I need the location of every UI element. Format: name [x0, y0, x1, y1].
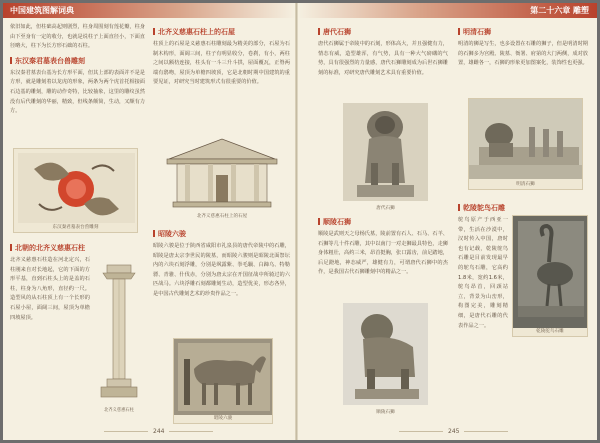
section-body-shunling: 顺陵是武则天之母杨氏墓，陵前置有石人、石马、石羊、石狮等几十件石雕，其中以南门一对走狮最具特色，走狮身体粗壮，高约三米，昂首挺胸，张口露齿，前足踏地，后足蹬地，神态威严，雄健有力，可谓唐代石狮中的杰作，是我国古代石狮雕刻中的精品之一。	[318, 231, 448, 276]
figure-caption: 北齐义慈惠石柱上的石屋	[196, 214, 248, 219]
section-title-qianling: 乾陵鸵鸟石雕	[458, 202, 508, 214]
figure-tang-lion	[343, 103, 428, 211]
horse-relief-illustration	[174, 339, 273, 415]
right-column-1	[318, 23, 448, 113]
section-body-stone-house: 柱顶上的石屋是义慈惠石柱雕刻最为精美的部分，石屋为石制木构形，面阔三间，柱子有明显收分，卷刹，有小，两柱之间以额枋连接，柱头有一斗三升斗拱，屋面覆瓦，正脊两端有鸱吻，屋顶为单檐四坡顶，它是北朝时期中国建筑的重要见证，对研究当时建筑形式有很重要的价值。	[153, 41, 290, 86]
section-body-qianling: 鸵鸟原产于西亚一带，生活在沙漠中，汉时传入中国，唐时也有记载，乾陵鸵鸟石雕是目前发现最早的鸵鸟石雕，它高约1.8米，宽约1.6米，鸵鸟昂首，回颈站立，背景为山峦形，构图完美，雕刻精细，是唐代石雕的代表作品之一。	[458, 217, 508, 329]
right-header	[298, 3, 597, 18]
right-column-2	[458, 23, 588, 93]
section-title-yi-ci-hui: 北朝的北齐义慈惠石柱	[10, 242, 145, 254]
section-body-yi-ci-hui: 北齐义慈惠石柱造在河北定兴，石柱刚来自对长地起，它的下面的方形平基，直到石柱头上的是盖的石柱，柱身为八角形，直径约一尺。造型风的从石柱顶上有一个长形的石屋小屋，面阔三间，屋顶为单檐四坡屋顶。	[10, 257, 90, 321]
beast-carving-illustration	[14, 149, 138, 227]
section-title-zhaoling: 昭陵六骏	[153, 228, 290, 240]
left-column-2	[153, 23, 290, 143]
figure-caption: 明清石狮	[516, 182, 535, 187]
figure-shunling-lion	[343, 303, 428, 415]
section-title-stone-house: 北齐义慈惠石柱上的石屋	[153, 26, 290, 38]
section-body-ming-qing: 明清的狮是写生，也多设置在石雕的狮子，但是明清时期的石狮多为宫殿、陵墓、衙署、府第的大门两侧，成对放置，雄雌各一，石狮的形象更加图案化，装饰性也更强。	[458, 41, 588, 67]
figure-caption: 乾陵鸵鸟石雕	[536, 329, 564, 334]
intro-text: 依旧如此，但柱础高起则剧烈，柱身周围刻有莲花瓣，柱身由下至身有一定的收分，也就是说柱子上面直径小，下面直径略大，柱下为长方形石础的石柱。	[10, 24, 145, 50]
book-title: 中国建筑图解词典	[10, 6, 74, 15]
right-page	[298, 3, 597, 440]
figure-stone-pillar	[93, 263, 145, 413]
left-column-2-lower	[153, 225, 290, 345]
tang-lion-illustration	[343, 103, 428, 201]
chapter-title: 第二十六章 雕塑	[530, 6, 589, 15]
left-header	[3, 3, 296, 18]
figure-qin-jun-beast	[13, 148, 138, 233]
figure-stone-house	[163, 131, 281, 221]
shunling-lion-illustration	[343, 303, 428, 405]
figure-ming-qing-lion	[468, 98, 583, 190]
ming-qing-lion-illustration	[469, 99, 583, 179]
figure-caption: 唐代石狮	[376, 206, 395, 211]
figure-caption: 顺陵石狮	[376, 410, 395, 415]
stone-house-illustration	[163, 131, 281, 211]
figure-caption: 东汉秦君墓表台兽雕刻	[52, 225, 99, 230]
section-body-zhaoling: 昭陵六骏是位于陕西省咸阳市礼泉县的唐代帝陵中的石雕，昭陵是唐太宗李世民的陵墓，而昭陵六骏则是昭陵北面祭坛内的六块石刻浮雕，分别是飒露紫、拳毛騧、白蹄乌、特勒骠、青骓、什伐赤，分别为唐太宗在开国征战中所骑过的六匹战马。六块浮雕石刻都雕刻生动，造型优美，形态各异，是中国古代雕刻艺术的珍贵作品之一。	[153, 243, 290, 297]
section-title-qin-jun: 东汉秦君墓表台兽雕刻	[10, 55, 145, 67]
figure-caption: 北齐义慈惠石柱	[103, 408, 135, 413]
right-column-1-lower	[318, 213, 448, 313]
section-title-ming-qing: 明清石狮	[458, 26, 588, 38]
stone-pillar-illustration	[93, 263, 145, 403]
figure-caption: 昭陵六骏	[213, 416, 233, 421]
right-column-2-lower	[458, 199, 508, 414]
figure-zhaoling-horse	[173, 338, 273, 424]
section-title-shunling: 顺陵石狮	[318, 216, 448, 228]
section-body-tang-lion: 唐代石狮属于帝陵中的石刻，形体高大，并且强健有力，情态有威，造型雄浑，有气势，具有一种大气磅礴的气势，具有很强烈的力量感，唐代石狮雕刻成为后世石狮雕刻的标准，对研究唐代雕刻艺术具有重要价值。	[318, 41, 448, 76]
figure-qianling-ostrich	[512, 215, 588, 337]
section-title-tang-lion: 唐代石狮	[318, 26, 448, 38]
ostrich-relief-illustration	[513, 216, 588, 328]
page-number-right: 245	[394, 428, 513, 435]
left-page	[3, 3, 296, 440]
page-number-left: 244	[99, 428, 218, 435]
section-body-qin-jun: 东汉秦君墓表台基为长方形平面，但其上部的表面并不是是方形，就是雕刻着以龙虎的形象，两条为两个虎首托相接面石边基的雕刻，雕的动作奇特，比较抽象，这里的雕纹虽然没有后代雕刻的华丽，精致，但线条颇简，生动，又颇有力方。	[10, 69, 145, 115]
